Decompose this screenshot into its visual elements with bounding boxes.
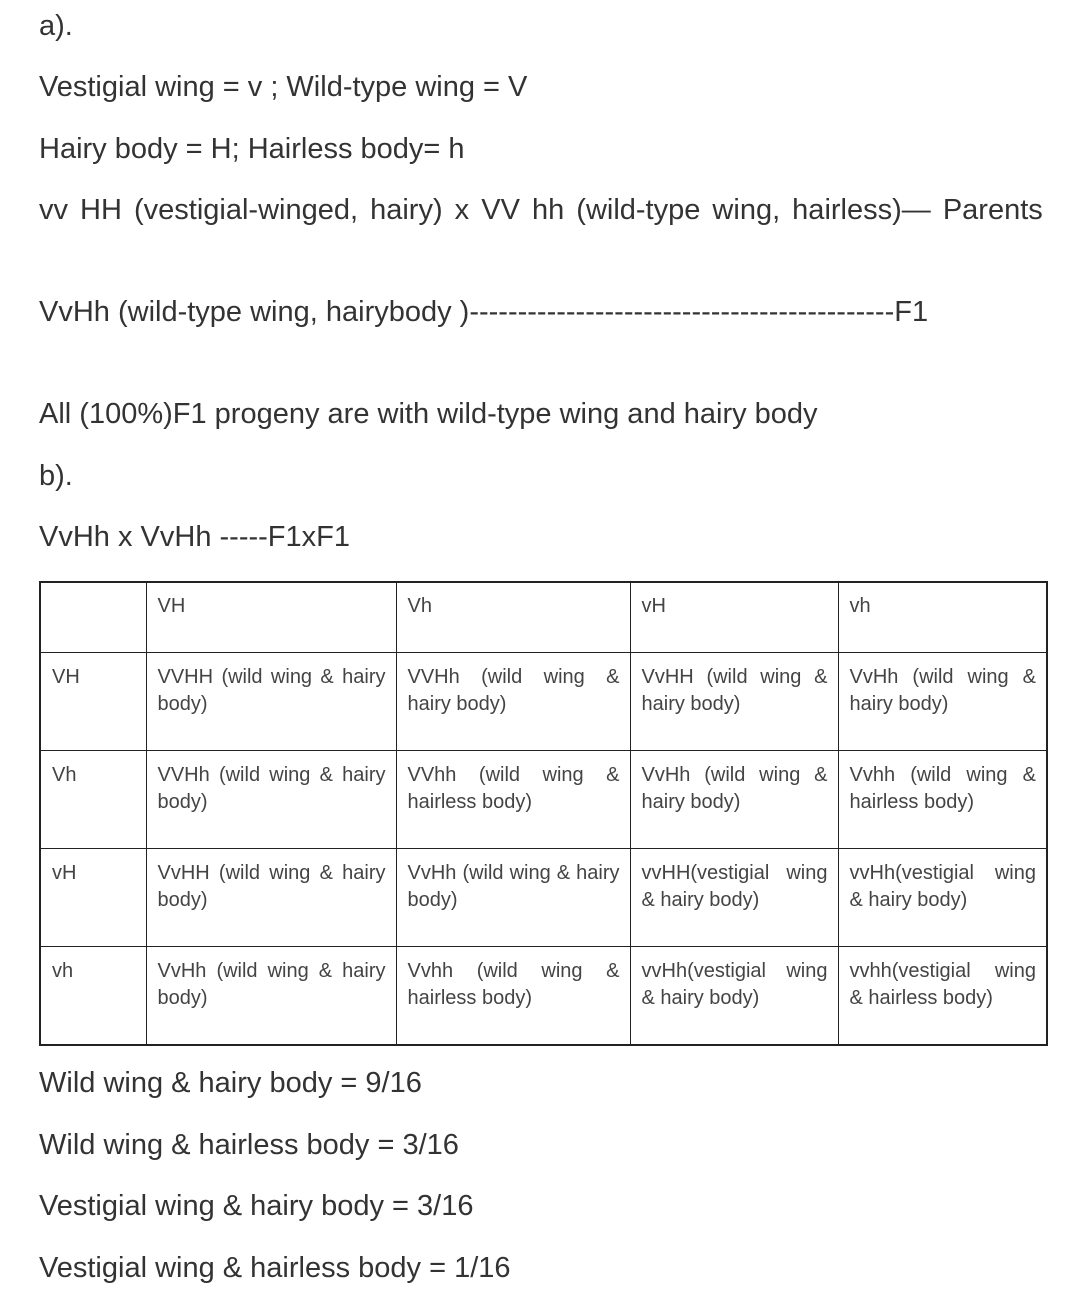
genotype-cell: vvHh(vestigial wing & hairy body)	[630, 947, 838, 1046]
punnett-square-table	[39, 581, 1048, 1046]
genotype-cell: VVHh (wild wing & hairy body)	[146, 751, 396, 849]
genotype-cell: Vvhh (wild wing & hairless body)	[838, 751, 1047, 849]
body-alleles-text: Hairy body = H; Hairless body= h	[39, 133, 465, 165]
genotype-cell: VvHH (wild wing & hairy body)	[630, 653, 838, 751]
genotype-cell: VVHh (wild wing & hairy body)	[396, 653, 630, 751]
row-header: VH	[40, 653, 146, 751]
f1-genotype-text: VvHh (wild-type wing, hairybody )--------------------------------------------F1	[39, 296, 929, 328]
table-row	[40, 849, 1047, 947]
genotype-cell: vvHH(vestigial wing & hairy body)	[630, 849, 838, 947]
part-a-label: a).	[39, 10, 73, 42]
genotype-cell: VvHh (wild wing & hairy body)	[838, 653, 1047, 751]
table-row	[40, 947, 1047, 1046]
table-header-row	[40, 582, 1047, 653]
part-b-label: b).	[39, 460, 73, 492]
col-header: vh	[838, 582, 1047, 653]
ratio-line: Wild wing & hairless body = 3/16	[39, 1129, 459, 1161]
row-header: Vh	[40, 751, 146, 849]
genotype-cell: VvHh (wild wing & hairy body)	[630, 751, 838, 849]
ratio-line: Vestigial wing & hairless body = 1/16	[39, 1252, 511, 1284]
corner-cell	[40, 582, 146, 653]
col-header: Vh	[396, 582, 630, 653]
row-header: vH	[40, 849, 146, 947]
genotype-cell: VVhh (wild wing & hairless body)	[396, 751, 630, 849]
table-row	[40, 751, 1047, 849]
ratio-line: Vestigial wing & hairy body = 3/16	[39, 1190, 474, 1222]
genotype-cell: VVHH (wild wing & hairy body)	[146, 653, 396, 751]
genotype-cell: vvhh(vestigial wing & hairless body)	[838, 947, 1047, 1046]
genotype-cell: VvHH (wild wing & hairy body)	[146, 849, 396, 947]
f1-cross-text: VvHh x VvHh -----F1xF1	[39, 521, 350, 553]
wing-alleles-text: Vestigial wing = v ; Wild-type wing = V	[39, 71, 528, 103]
col-header: VH	[146, 582, 396, 653]
table-row	[40, 653, 1047, 751]
genotype-cell: Vvhh (wild wing & hairless body)	[396, 947, 630, 1046]
parents-cross-text: vv HH (vestigial-winged, hairy) x VV hh (wild-type wing, hairless)— Parents	[39, 194, 1043, 226]
col-header: vH	[630, 582, 838, 653]
genotype-cell: VvHh (wild wing & hairy body)	[146, 947, 396, 1046]
row-header: vh	[40, 947, 146, 1046]
genotype-cell: vvHh(vestigial wing & hairy body)	[838, 849, 1047, 947]
genotype-cell: VvHh (wild wing & hairy body)	[396, 849, 630, 947]
ratio-line: Wild wing & hairy body = 9/16	[39, 1067, 422, 1099]
f1-statement-text: All (100%)F1 progeny are with wild-type wing and hairy body	[39, 398, 818, 430]
